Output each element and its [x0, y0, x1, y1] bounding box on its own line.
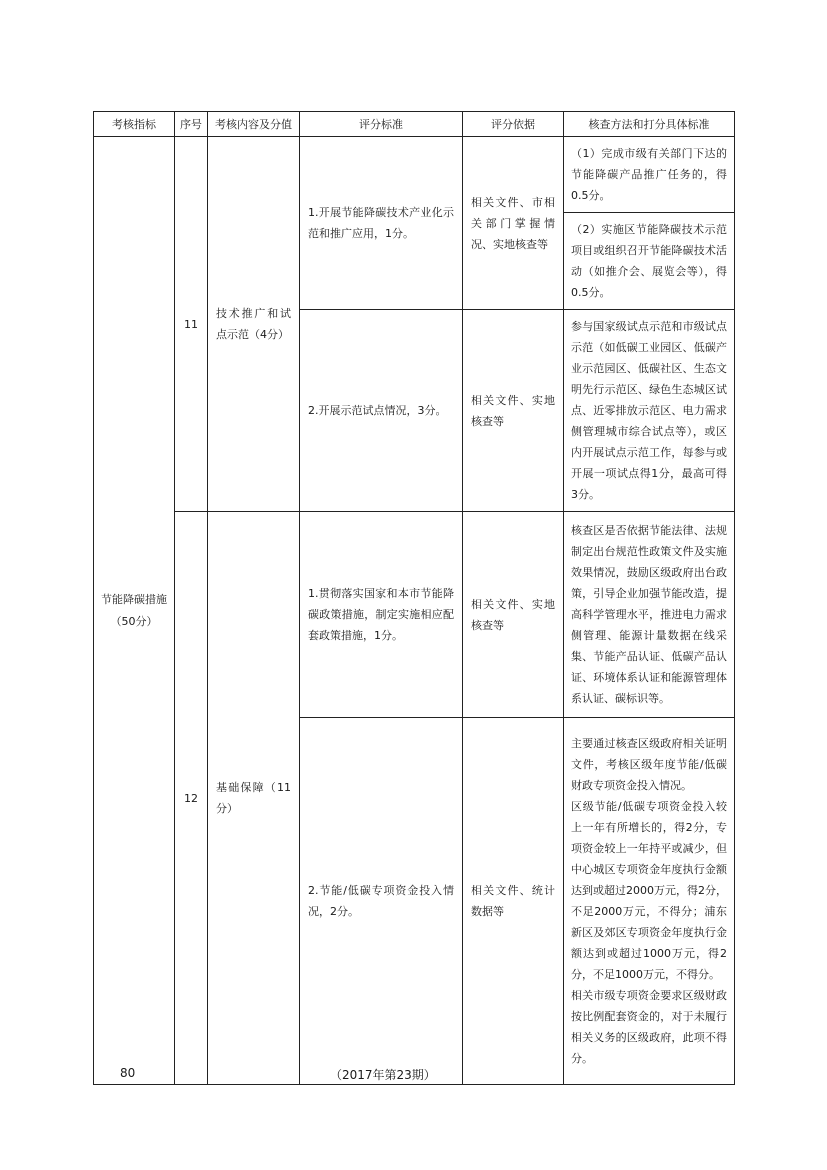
- content-cell: 基础保障（11分）: [208, 512, 300, 1085]
- table-row: [94, 137, 735, 213]
- standard-cell: 1.贯彻落实国家和本市节能降碳政策措施，制定实施相应配套政策措施，1分。: [300, 512, 463, 718]
- assessment-table: [93, 111, 735, 1085]
- standard-cell: 2.节能/低碳专项资金投入情况，2分。: [300, 718, 463, 1085]
- header-basis: 评分依据: [463, 112, 564, 137]
- method-cell: [564, 718, 735, 1085]
- method-cell: 核查区是否依据节能法律、法规制定出台规范性政策文件及实施效果情况，鼓励区级政府出台政策，引导企业加强节能改造，提高科学管理水平，推进电力需求侧管理、能源计量数据在线采集、节能产品认证、低碳产品认证、环境体系认证和能源管理体系认证、碳标识等。: [564, 512, 735, 718]
- header-seq: 序号: [175, 112, 208, 137]
- method-cell: （1）完成市级有关部门下达的节能降碳产品推广任务的，得0.5分。: [564, 137, 735, 213]
- standard-cell: 2.开展示范试点情况，3分。: [300, 310, 463, 512]
- seq-cell: 12: [175, 512, 208, 1085]
- indicator-cell: 节能降碳措施（50分）: [94, 137, 175, 1085]
- header-indicator: 考核指标: [94, 112, 175, 137]
- method-paragraph: 区级节能/低碳专项资金投入较上一年有所增长的，得2分，专项资金较上一年持平或减少，但中心城区专项资金年度执行金额达到或超过2000万元，得2分，不足2000万元，不得分；浦东新区及郊区专项资金年度执行金额达到或超过1000万元，得2分，不足1000万元，不得分。: [571, 800, 727, 981]
- method-paragraph: 相关市级专项资金要求区级财政按比例配套资金的，对于未履行相关义务的区级政府，此项不得分。: [571, 989, 727, 1065]
- basis-cell: 相关文件、实地核查等: [463, 512, 564, 718]
- method-paragraph: 主要通过核查区级政府相关证明文件，考核区级年度节能/低碳财政专项资金投入情况。: [571, 737, 727, 792]
- issue-label: （2017年第23期）: [330, 1068, 436, 1082]
- page-number: 80: [120, 1066, 136, 1080]
- basis-cell: 相关文件、统计数据等: [463, 718, 564, 1085]
- table-header-row: [94, 112, 735, 137]
- basis-cell: 相关文件、实地核查等: [463, 310, 564, 512]
- standard-cell: 1.开展节能降碳技术产业化示范和推广应用，1分。: [300, 137, 463, 310]
- seq-cell: 11: [175, 137, 208, 512]
- basis-cell: 相关文件、市相关部门掌握情况、实地核查等: [463, 137, 564, 310]
- content-cell: 技术推广和试点示范（4分）: [208, 137, 300, 512]
- table-row: [94, 512, 735, 718]
- method-cell: （2）实施区节能降碳技术示范项目或组织召开节能降碳技术活动（如推介会、展览会等），得0.5分。: [564, 213, 735, 310]
- header-method: 核查方法和打分具体标准: [564, 112, 735, 137]
- method-cell: 参与国家级试点示范和市级试点示范（如低碳工业园区、低碳产业示范园区、低碳社区、生态文明先行示范区、绿色生态城区试点、近零排放示范区、电力需求侧管理城市综合试点等），或区内开展试点示范工作，每参与或开展一项试点得1分，最高可得3分。: [564, 310, 735, 512]
- header-content: 考核内容及分值: [208, 112, 300, 137]
- header-standard: 评分标准: [300, 112, 463, 137]
